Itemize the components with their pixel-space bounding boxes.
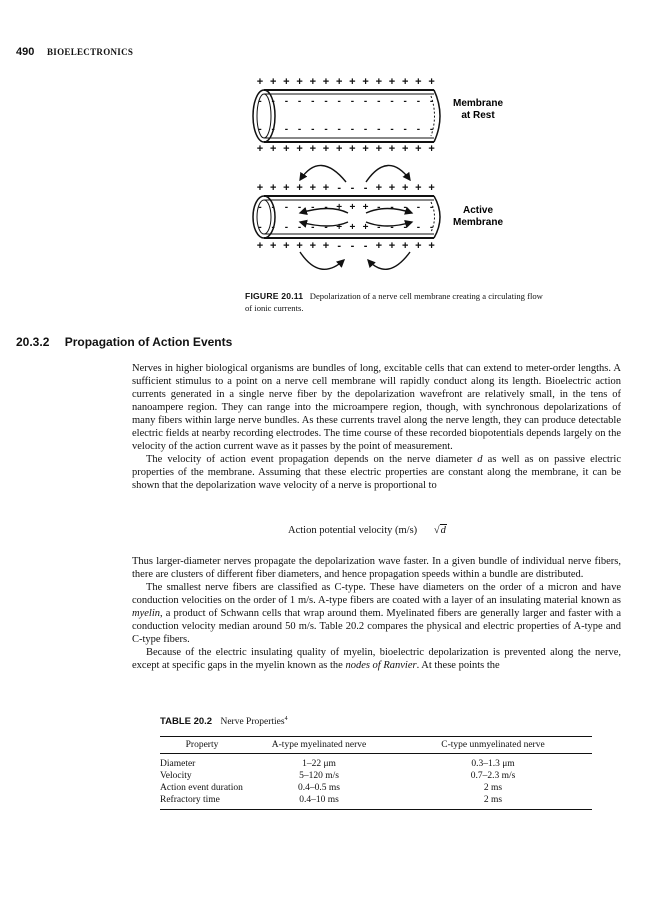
- charge-signs: [257, 76, 435, 252]
- minus-sign: -: [297, 124, 302, 135]
- plus-sign: +: [256, 182, 264, 194]
- plus-sign: +: [269, 143, 277, 155]
- minus-sign: -: [429, 96, 434, 107]
- plus-sign: +: [336, 222, 343, 233]
- plus-sign: +: [428, 76, 435, 88]
- equation-lhs: Action potential velocity (m/s): [288, 525, 418, 536]
- table-cell: 2 ms: [483, 783, 503, 793]
- minus-sign: -: [429, 222, 434, 233]
- plus-sign: +: [322, 182, 330, 194]
- resting-membrane-tube: [253, 90, 440, 142]
- table-caption: [160, 716, 288, 727]
- plus-sign: +: [349, 76, 356, 88]
- table-cell: 5–120 m/s: [299, 771, 339, 781]
- plus-sign: +: [256, 76, 264, 88]
- paragraph-4: The smallest nerve fibers are classified as C-type. These have diameters on the order of a micron and have conduction velocities on the order of 1 m/s. A-type fibers are coated with a layer of an insulating material known as myelin, a product of Schwann cells that wrap around them. Myelinated fibers are generally larger and faster with a conduction velocity median around 50 m/s. Table 20.2 compares the physical and electric properties of A-type and C-type fibers.: [132, 582, 621, 645]
- plus-sign: +: [388, 182, 396, 194]
- minus-sign: -: [284, 124, 289, 135]
- minus-sign: -: [377, 96, 381, 107]
- plus-sign: +: [283, 143, 290, 155]
- equation-sqrt: √d: [433, 525, 446, 536]
- active-membrane-tube: [253, 196, 440, 238]
- section-title: Propagation of Action Events: [64, 335, 233, 349]
- section-number: 20.3.2: [16, 335, 50, 349]
- minus-sign: -: [337, 96, 341, 107]
- plus-sign: +: [296, 182, 303, 194]
- plus-sign: +: [362, 222, 369, 233]
- label-membrane-rest: Membrane at Rest: [452, 98, 504, 121]
- minus-sign: -: [429, 124, 434, 135]
- minus-sign: -: [311, 96, 315, 107]
- plus-sign: +: [349, 143, 356, 155]
- running-head: [16, 46, 133, 58]
- plus-sign: +: [375, 240, 383, 252]
- plus-sign: +: [428, 182, 435, 194]
- paragraph-3: Thus larger-diameter nerves propagate the depolarization wave faster. In a given bundle of individual nerve fibers, there are clusters of different fiber diameters, and hence propagation speeds within a bundle are distributed.: [132, 556, 621, 580]
- minus-sign: -: [390, 202, 394, 213]
- equation: [288, 525, 447, 536]
- table-title: Nerve Properties: [220, 717, 285, 728]
- section-heading: [16, 335, 232, 349]
- body-text-bottom: [132, 555, 621, 672]
- plus-sign: +: [296, 76, 303, 88]
- plus-sign: +: [362, 143, 369, 155]
- plus-sign: +: [401, 76, 409, 88]
- table-header-row: [160, 737, 592, 754]
- plus-sign: +: [415, 143, 422, 155]
- plus-sign: +: [415, 182, 422, 194]
- plus-sign: +: [362, 76, 369, 88]
- plus-sign: +: [256, 240, 264, 252]
- plus-sign: +: [269, 182, 277, 194]
- plus-sign: +: [336, 202, 343, 213]
- plus-sign: +: [283, 76, 290, 88]
- minus-sign: -: [337, 124, 341, 135]
- minus-sign: -: [337, 240, 342, 252]
- minus-sign: -: [258, 124, 262, 135]
- minus-sign: -: [258, 96, 262, 107]
- header-a-type: A-type myelinated nerve: [244, 737, 394, 754]
- minus-sign: -: [403, 222, 407, 233]
- plus-sign: +: [388, 143, 396, 155]
- table-footnote-ref: 4: [284, 716, 288, 722]
- minus-sign: -: [297, 222, 302, 233]
- minus-sign: -: [403, 202, 407, 213]
- minus-sign: -: [324, 222, 328, 233]
- minus-sign: -: [363, 240, 368, 252]
- plus-sign: +: [428, 143, 435, 155]
- plus-sign: +: [388, 240, 396, 252]
- label-active-membrane: Active Membrane: [452, 205, 504, 228]
- running-head-section: BIOELECTRONICS: [46, 47, 134, 57]
- minus-sign: -: [284, 222, 289, 233]
- minus-sign: -: [350, 182, 355, 194]
- table-cell: Diameter: [160, 759, 196, 769]
- minus-sign: -: [390, 96, 394, 107]
- table-cell: Refractory time: [160, 794, 244, 810]
- table-cell: 2 ms: [394, 794, 592, 810]
- nerve-properties-table: [160, 736, 592, 810]
- table-cell: Velocity: [160, 771, 192, 781]
- plus-sign: +: [415, 240, 422, 252]
- minus-sign: -: [363, 124, 368, 135]
- plus-sign: +: [283, 240, 290, 252]
- minus-sign: -: [350, 96, 355, 107]
- plus-sign: +: [335, 143, 343, 155]
- plus-sign: +: [401, 143, 409, 155]
- plus-sign: +: [309, 143, 317, 155]
- plus-sign: +: [309, 182, 317, 194]
- minus-sign: -: [377, 202, 381, 213]
- minus-sign: -: [416, 124, 421, 135]
- minus-sign: -: [324, 202, 328, 213]
- table-row: [160, 782, 592, 794]
- plus-sign: +: [388, 76, 396, 88]
- minus-sign: -: [311, 124, 315, 135]
- plus-sign: +: [283, 182, 290, 194]
- minus-sign: -: [350, 124, 355, 135]
- membrane-figure: [238, 70, 528, 290]
- minus-sign: -: [390, 124, 394, 135]
- paragraph-2: The velocity of action event propagation depends on the nerve diameter d as well as on passive electric properties of the membrane. Assuming that these electric properties are constant along the membrane, it can be shown that the depolarization wave velocity of a nerve is proportional to: [132, 454, 622, 491]
- plus-sign: +: [401, 182, 409, 194]
- minus-sign: -: [271, 124, 275, 135]
- minus-sign: -: [416, 222, 421, 233]
- body-text-top: [132, 362, 621, 492]
- plus-sign: +: [309, 76, 317, 88]
- minus-sign: -: [403, 96, 407, 107]
- minus-sign: -: [390, 222, 394, 233]
- minus-sign: -: [363, 182, 368, 194]
- table-cell: 1–22 μm: [302, 759, 336, 769]
- plus-sign: +: [375, 76, 383, 88]
- plus-sign: +: [322, 143, 330, 155]
- minus-sign: -: [377, 222, 381, 233]
- minus-sign: -: [258, 202, 262, 213]
- plus-sign: +: [269, 240, 277, 252]
- minus-sign: -: [429, 202, 434, 213]
- minus-sign: -: [350, 240, 355, 252]
- paragraph-1: Nerves in higher biological organisms are bundles of long, excitable cells that can extend to meter-order lengths. A sufficient stimulus to a point on a nerve cell membrane will rapidly conduct along its length. Bioelectric action currents generated in a single nerve fiber by the depolarization wavefront are relatively small, in the tens of nanoampere region. They can range into the microampere region, though, with synchronous depolarizations of many fibers within large nerve bundles. As these currents travel along the nerve length, they can produce detectable electric fields at nearby recording electrodes. The time course of these recorded biopotentials depends largely on the velocity of the action current wave as it passes by the point of measurement.: [132, 363, 621, 452]
- figure-caption-label: FIGURE 20.11: [245, 291, 304, 301]
- minus-sign: -: [377, 124, 381, 135]
- minus-sign: -: [271, 202, 275, 213]
- plus-sign: +: [322, 76, 330, 88]
- plus-sign: +: [415, 76, 422, 88]
- table-row: [160, 754, 592, 771]
- table-cell: Action event duration: [160, 783, 243, 793]
- minus-sign: -: [271, 222, 275, 233]
- table-label: TABLE 20.2: [160, 716, 213, 728]
- table-row: [160, 794, 592, 810]
- plus-sign: +: [309, 240, 317, 252]
- plus-sign: +: [375, 143, 383, 155]
- table-cell: 0.4–0.5 ms: [298, 783, 340, 793]
- plus-sign: +: [362, 202, 369, 213]
- minus-sign: -: [311, 202, 315, 213]
- header-property: Property: [160, 737, 244, 754]
- figure-caption: [245, 291, 545, 314]
- minus-sign: -: [403, 124, 407, 135]
- minus-sign: -: [297, 96, 302, 107]
- header-c-type: C-type unmyelinated nerve: [394, 737, 592, 754]
- minus-sign: -: [324, 96, 328, 107]
- minus-sign: -: [416, 202, 421, 213]
- table-cell: 0.3–1.3 μm: [471, 759, 515, 769]
- table-cell: 0.4–10 ms: [244, 794, 394, 810]
- minus-sign: -: [337, 182, 342, 194]
- minus-sign: -: [258, 222, 262, 233]
- plus-sign: +: [375, 182, 383, 194]
- minus-sign: -: [297, 202, 302, 213]
- minus-sign: -: [284, 96, 289, 107]
- minus-sign: -: [416, 96, 421, 107]
- plus-sign: +: [428, 240, 435, 252]
- table-row: [160, 770, 592, 782]
- figure-caption-text: Depolarization of a nerve cell membrane creating a circulating flow of ionic currents.: [245, 291, 543, 313]
- minus-sign: -: [363, 96, 368, 107]
- plus-sign: +: [335, 76, 343, 88]
- plus-sign: +: [322, 240, 330, 252]
- plus-sign: +: [296, 143, 303, 155]
- plus-sign: +: [349, 202, 356, 213]
- plus-sign: +: [349, 222, 356, 233]
- plus-sign: +: [401, 240, 409, 252]
- minus-sign: -: [271, 96, 275, 107]
- minus-sign: -: [284, 202, 289, 213]
- plus-sign: +: [296, 240, 303, 252]
- paragraph-5: Because of the electric insulating quality of myelin, bioelectric depolarization is prevented along the nerve, except at specific gaps in the myelin known as the nodes of Ranvier. At these points the: [132, 647, 621, 671]
- table-cell: 0.7–2.3 m/s: [470, 771, 516, 781]
- minus-sign: -: [324, 124, 328, 135]
- page-number: 490: [16, 46, 35, 58]
- plus-sign: +: [256, 143, 264, 155]
- plus-sign: +: [269, 76, 277, 88]
- minus-sign: -: [311, 222, 315, 233]
